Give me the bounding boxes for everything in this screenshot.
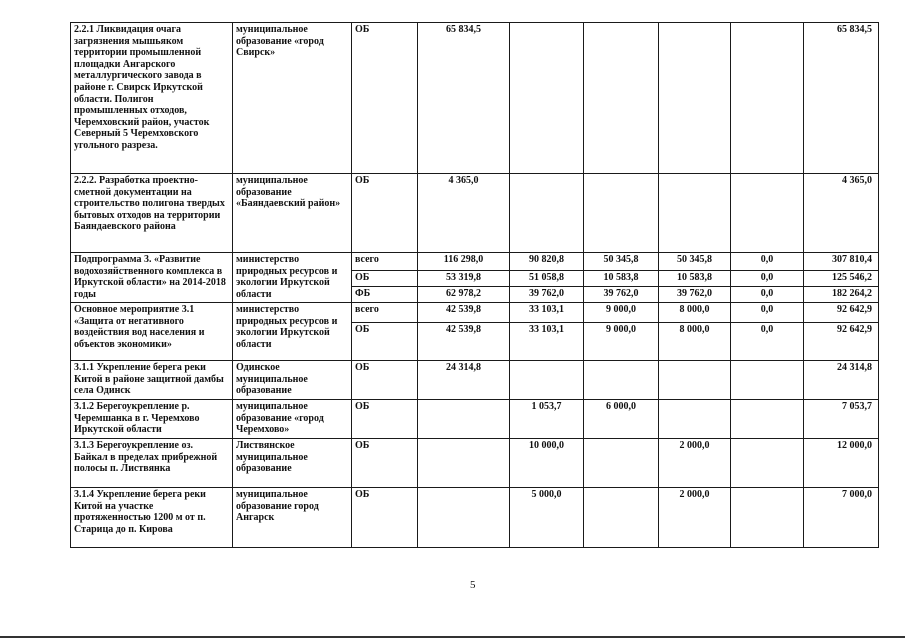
- table-row: [71, 174, 879, 253]
- year-value-cell: [584, 361, 659, 400]
- year-value-cell: [584, 488, 659, 548]
- year-value-cell: [731, 439, 804, 488]
- year-value-cell: [418, 439, 510, 488]
- year-value-cell: 10 000,0: [510, 439, 584, 488]
- year-value-cell: 39 762,0: [584, 287, 659, 303]
- year-value-cell: 0,0: [731, 287, 804, 303]
- year-value-cell: [659, 174, 731, 253]
- year-value-cell: 62 978,2: [418, 287, 510, 303]
- funding-source-cell: ОБ: [352, 488, 418, 548]
- year-value-cell: 1 053,7: [510, 400, 584, 439]
- funding-source-cell: всего: [352, 303, 418, 323]
- page-bottom-rule: [0, 636, 905, 638]
- funding-source-cell: ОБ: [352, 271, 418, 287]
- year-value-cell: 8 000,0: [659, 303, 731, 323]
- year-value-cell: 0,0: [731, 253, 804, 271]
- year-value-cell: 10 583,8: [659, 271, 731, 287]
- year-value-cell: 0,0: [731, 303, 804, 323]
- year-value-cell: 90 820,8: [510, 253, 584, 271]
- year-value-cell: 0,0: [731, 271, 804, 287]
- year-value-cell: [659, 361, 731, 400]
- total-value-cell: 7 000,0: [804, 488, 879, 548]
- year-value-cell: 4 365,0: [418, 174, 510, 253]
- executor-cell: муниципальное образование «город Черемхово»: [233, 400, 352, 439]
- year-value-cell: 50 345,8: [659, 253, 731, 271]
- year-value-cell: 2 000,0: [659, 488, 731, 548]
- funding-source-cell: ОБ: [352, 439, 418, 488]
- funding-source-cell: ОБ: [352, 400, 418, 439]
- year-value-cell: 65 834,5: [418, 23, 510, 174]
- budget-table: [70, 22, 879, 548]
- measure-name-cell: Подпрограмма 3. «Развитие водохозяйственного комплекса в Иркутской области» на 2014-2018 годы: [71, 253, 233, 303]
- table-row: [71, 488, 879, 548]
- total-value-cell: 7 053,7: [804, 400, 879, 439]
- year-value-cell: [510, 23, 584, 174]
- measure-name-cell: 3.1.1 Укрепление берега реки Китой в районе защитной дамбы села Одинск: [71, 361, 233, 400]
- total-value-cell: 182 264,2: [804, 287, 879, 303]
- measure-name-cell: 3.1.3 Берегоукрепление оз. Байкал в пределах прибрежной полосы п. Листвянка: [71, 439, 233, 488]
- year-value-cell: [510, 174, 584, 253]
- executor-cell: муниципальное образование город Ангарск: [233, 488, 352, 548]
- executor-cell: министерство природных ресурсов и экологии Иркутской области: [233, 303, 352, 361]
- page-number: 5: [470, 579, 476, 591]
- executor-cell: Одинское муниципальное образование: [233, 361, 352, 400]
- year-value-cell: 39 762,0: [510, 287, 584, 303]
- funding-source-cell: ОБ: [352, 174, 418, 253]
- year-value-cell: 42 539,8: [418, 303, 510, 323]
- year-value-cell: [584, 23, 659, 174]
- year-value-cell: [584, 174, 659, 253]
- measure-name-cell: 2.2.2. Разработка проектно-сметной документации на строительство полигона твердых бытовых отходов на территории Баяндаевского района: [71, 174, 233, 253]
- executor-cell: муниципальное образование «Баяндаевский район»: [233, 174, 352, 253]
- total-value-cell: 24 314,8: [804, 361, 879, 400]
- year-value-cell: 2 000,0: [659, 439, 731, 488]
- measure-name-cell: 3.1.4 Укрепление берега реки Китой на участке протяженностью 1200 м от п. Старица до п. Кирова: [71, 488, 233, 548]
- year-value-cell: 50 345,8: [584, 253, 659, 271]
- funding-source-cell: ОБ: [352, 323, 418, 361]
- measure-name-cell: Основное мероприятие 3.1 «Защита от негативного воздействия вод населения и объектов экономики»: [71, 303, 233, 361]
- year-value-cell: 33 103,1: [510, 303, 584, 323]
- funding-source-cell: ОБ: [352, 361, 418, 400]
- year-value-cell: 0,0: [731, 323, 804, 361]
- total-value-cell: 92 642,9: [804, 323, 879, 361]
- year-value-cell: 33 103,1: [510, 323, 584, 361]
- year-value-cell: [510, 361, 584, 400]
- year-value-cell: [731, 488, 804, 548]
- year-value-cell: [659, 400, 731, 439]
- year-value-cell: 53 319,8: [418, 271, 510, 287]
- year-value-cell: 6 000,0: [584, 400, 659, 439]
- table-row: [71, 303, 879, 323]
- year-value-cell: 9 000,0: [584, 303, 659, 323]
- year-value-cell: [418, 400, 510, 439]
- year-value-cell: 8 000,0: [659, 323, 731, 361]
- table-row: [71, 253, 879, 271]
- year-value-cell: [731, 400, 804, 439]
- year-value-cell: 42 539,8: [418, 323, 510, 361]
- table-row: [71, 23, 879, 174]
- funding-source-cell: всего: [352, 253, 418, 271]
- year-value-cell: 24 314,8: [418, 361, 510, 400]
- year-value-cell: [731, 23, 804, 174]
- table-row: [71, 439, 879, 488]
- executor-cell: муниципальное образование «город Свирск»: [233, 23, 352, 174]
- table-row: [71, 361, 879, 400]
- total-value-cell: 4 365,0: [804, 174, 879, 253]
- total-value-cell: 12 000,0: [804, 439, 879, 488]
- year-value-cell: [731, 174, 804, 253]
- funding-source-cell: ФБ: [352, 287, 418, 303]
- measure-name-cell: 3.1.2 Берегоукрепление р. Черемшанка в г. Черемхово Иркутской области: [71, 400, 233, 439]
- table-row: [71, 400, 879, 439]
- year-value-cell: [584, 439, 659, 488]
- measure-name-cell: 2.2.1 Ликвидация очага загрязнения мышьяком территории промышленной площадки Ангарского металлургического завода в районе г. Свирск Иркутской области. Полигон промышленных отходов, Черемховский район, участок Северный 5 Черемховского угольного разреза.: [71, 23, 233, 174]
- year-value-cell: [659, 23, 731, 174]
- total-value-cell: 65 834,5: [804, 23, 879, 174]
- total-value-cell: 92 642,9: [804, 303, 879, 323]
- year-value-cell: [731, 361, 804, 400]
- year-value-cell: 10 583,8: [584, 271, 659, 287]
- year-value-cell: 9 000,0: [584, 323, 659, 361]
- total-value-cell: 125 546,2: [804, 271, 879, 287]
- year-value-cell: 5 000,0: [510, 488, 584, 548]
- executor-cell: министерство природных ресурсов и экологии Иркутской области: [233, 253, 352, 303]
- total-value-cell: 307 810,4: [804, 253, 879, 271]
- year-value-cell: [418, 488, 510, 548]
- executor-cell: Листвянское муниципальное образование: [233, 439, 352, 488]
- year-value-cell: 116 298,0: [418, 253, 510, 271]
- year-value-cell: 39 762,0: [659, 287, 731, 303]
- year-value-cell: 51 058,8: [510, 271, 584, 287]
- funding-source-cell: ОБ: [352, 23, 418, 174]
